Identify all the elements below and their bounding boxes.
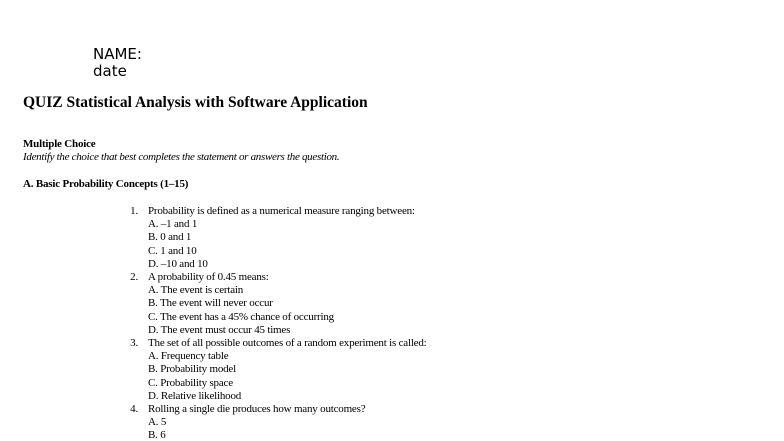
answer-option: B. The event will never occur [148,297,273,310]
answer-option: B. 6 [148,429,166,441]
question-item [110,205,427,271]
question-stem: A probability of 0.45 means: [148,271,269,284]
question-stem: The set of all possible outcomes of a random experiment is called: [148,337,427,350]
question-stem: Probability is defined as a numerical measure ranging between: [148,205,415,217]
section-label: Multiple Choice [23,138,96,150]
answer-option: D. –10 and 10 [148,257,208,270]
answer-option: A. The event is certain [148,284,244,297]
question-item [110,403,427,441]
question-body [138,271,334,337]
quiz-title: QUIZ Statistical Analysis with Software Application [23,94,368,111]
student-info-block [93,46,142,80]
answer-option: B. 0 and 1 [148,231,192,244]
answer-option: C. 1 and 10 [148,244,197,257]
question-item [110,271,427,337]
question-body [138,403,365,441]
question-number: 2. [130,271,138,284]
answer-option: A. –1 and 1 [148,218,198,231]
answer-option: C. The event has a 45% chance of occurring [148,310,334,323]
answer-option: D. The event must occur 45 times [148,323,291,336]
question-number: 3. [130,337,138,350]
question-number: 4. [130,403,138,416]
question-list [110,205,427,441]
question-stem: Rolling a single die produces how many outcomes? [148,403,366,416]
question-body [138,337,427,403]
answer-option: D. Relative likelihood [148,389,242,402]
question-item [110,337,427,403]
date-label: date [93,62,127,80]
section-instructions: Identify the choice that best completes the statement or answers the question. [23,151,340,163]
name-label: NAME: [93,45,142,63]
part-heading: A. Basic Probability Concepts (1–15) [23,178,189,190]
answer-option: A. Frequency table [148,350,229,363]
question-body [138,205,415,271]
answer-option: A. 5 [148,416,167,429]
answer-option: C. Probability space [148,376,233,389]
answer-option: B. Probability model [148,363,236,376]
question-number: 1. [130,205,138,217]
section-header [23,138,339,164]
